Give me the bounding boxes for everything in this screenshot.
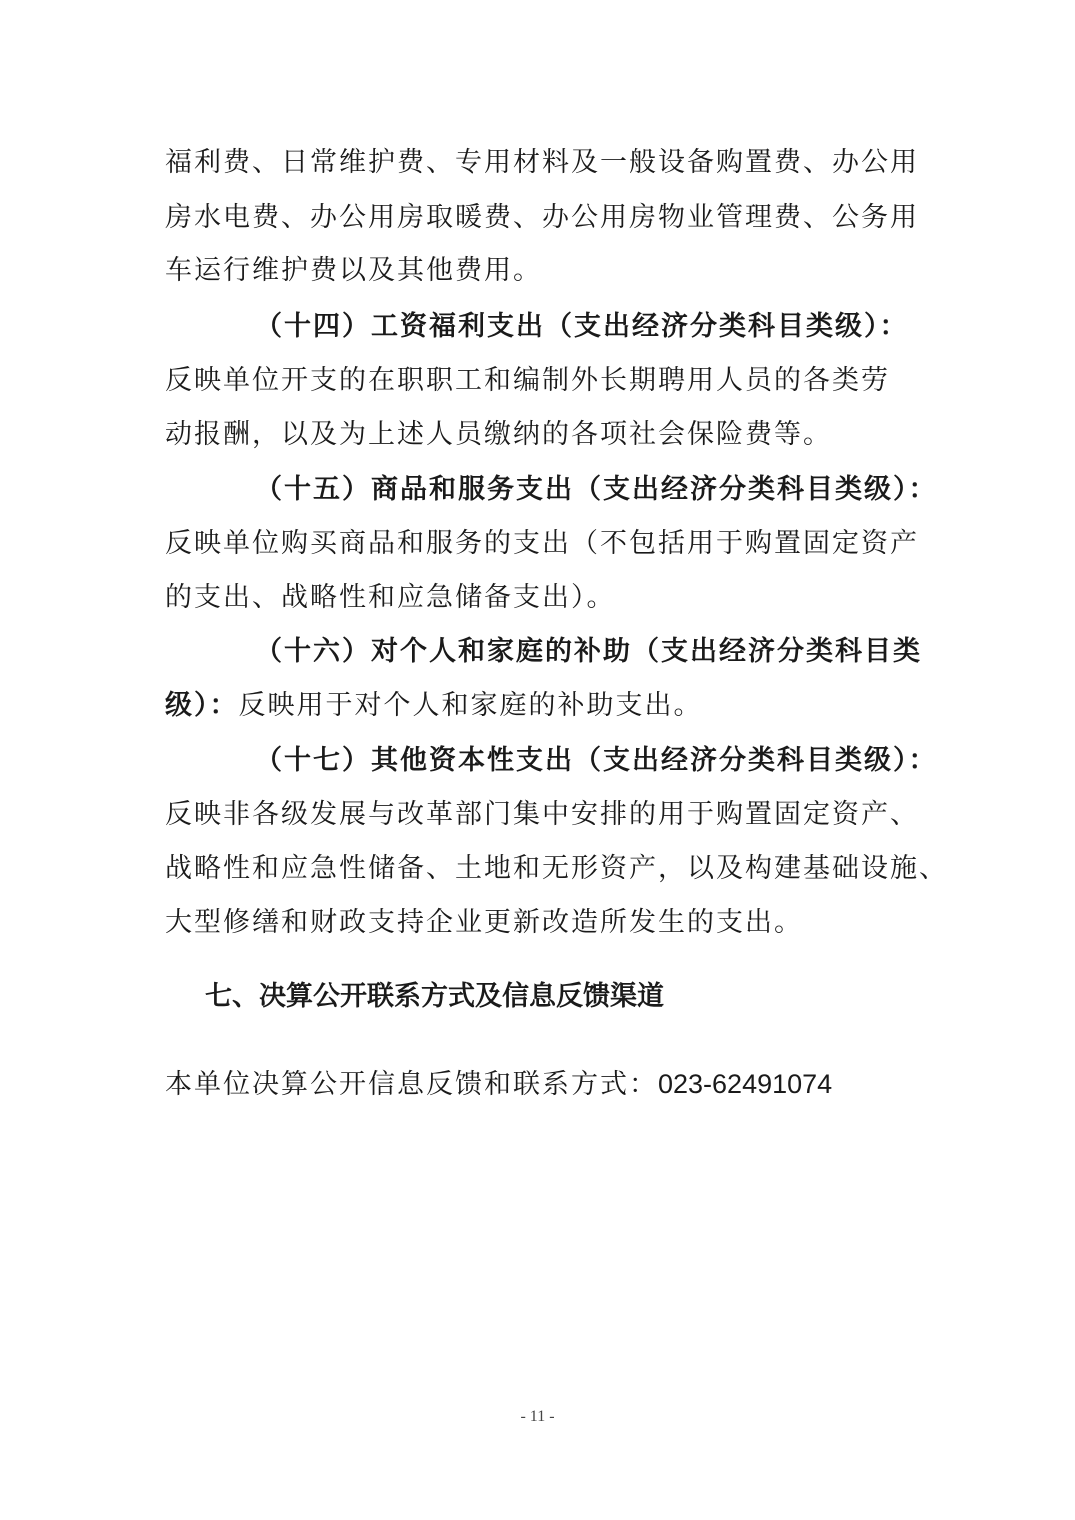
item-17-title: （十七）其他资本性支出（支出经济分类科目类级）： bbox=[255, 745, 938, 776]
paragraph-line: 反映单位开支的在职职工和编制外长期聘用人员的各类劳 bbox=[165, 365, 890, 396]
contact-phone: 023-62491074 bbox=[658, 1069, 833, 1099]
paragraph-line: 反映单位购买商品和服务的支出（不包括用于购置固定资产 bbox=[165, 528, 919, 559]
paragraph-line: 反映非各级发展与改革部门集中安排的用于购置固定资产、 bbox=[165, 799, 919, 830]
paragraph-line: 房水电费、办公用房取暖费、办公用房物业管理费、公务用 bbox=[165, 202, 919, 233]
item-16-text: 反映用于对个人和家庭的补助支出。 bbox=[238, 690, 703, 721]
paragraph-line: 战略性和应急性储备、土地和无形资产，以及构建基础设施、 bbox=[165, 853, 948, 884]
paragraph-line: 福利费、日常维护费、专用材料及一般设备购置费、办公用 bbox=[165, 147, 919, 178]
item-16-title-cont: 级）： bbox=[165, 690, 239, 721]
item-15-title: （十五）商品和服务支出（支出经济分类科目类级）： bbox=[255, 474, 938, 505]
section-7-heading: 七、决算公开联系方式及信息反馈渠道 bbox=[205, 981, 664, 1012]
item-16-title: （十六）对个人和家庭的补助（支出经济分类科目类 bbox=[255, 636, 922, 667]
item-14-title: （十四）工资福利支出（支出经济分类科目类级）： bbox=[255, 311, 909, 342]
contact-label: 本单位决算公开信息反馈和联系方式： bbox=[165, 1069, 658, 1100]
paragraph-line: 车运行维护费以及其他费用。 bbox=[165, 255, 542, 286]
paragraph-line: 的支出、战略性和应急储备支出）。 bbox=[165, 582, 616, 613]
paragraph-line: 大型修缮和财政支持企业更新改造所发生的支出。 bbox=[165, 907, 803, 938]
page-number: - 11 - bbox=[520, 1408, 555, 1425]
paragraph-line: 动报酬，以及为上述人员缴纳的各项社会保险费等。 bbox=[165, 419, 832, 450]
contact-line bbox=[165, 1066, 915, 1103]
item-16-line bbox=[165, 688, 915, 724]
